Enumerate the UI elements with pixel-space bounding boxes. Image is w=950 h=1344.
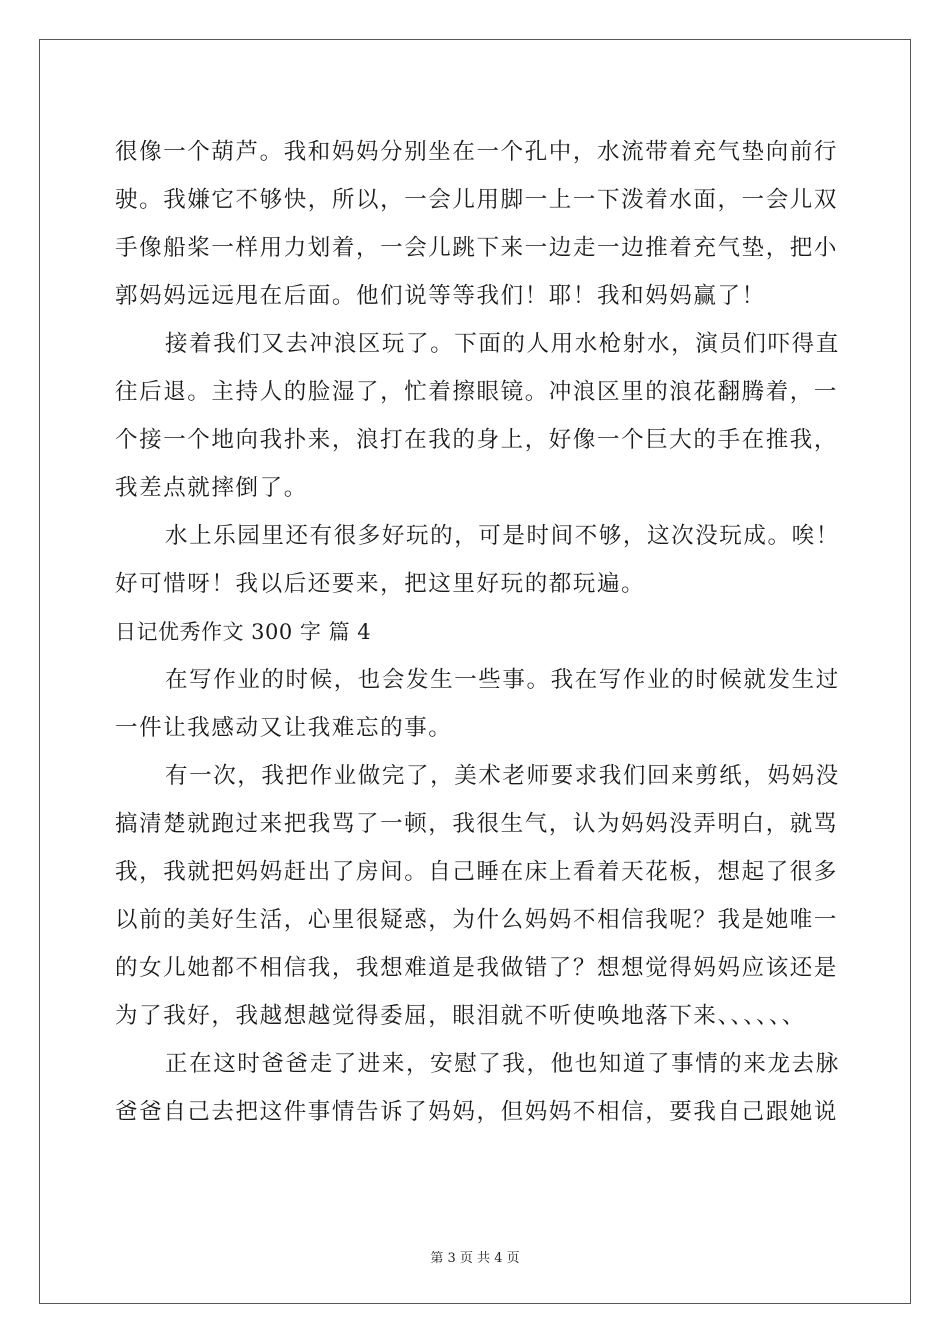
body-line: 好可惜呀！我以后还要来，把这里好玩的都玩遍。: [115, 571, 646, 597]
body-line: 手像船桨一样用力划着，一会儿跳下来一边走一边推着充气垫，把小: [115, 235, 839, 261]
body-line: 郭妈妈远远甩在后面。他们说等等我们！耶！我和妈妈赢了！: [115, 283, 766, 309]
section-heading: 日记优秀作文 300 字 篇 4: [115, 620, 372, 644]
body-line: 搞清楚就跑过来把我骂了一顿，我很生气，认为妈妈没弄明白，就骂: [115, 811, 839, 837]
body-line: 爸爸自己去把这件事情告诉了妈妈，但妈妈不相信，要我自己跟她说: [115, 1099, 839, 1125]
body-line: 以前的美好生活，心里很疑惑，为什么妈妈不相信我呢？我是她唯一: [115, 907, 839, 933]
body-line: 往后退。主持人的脸湿了，忙着擦眼镜。冲浪区里的浪花翻腾着，一: [115, 379, 839, 405]
body-line: 有一次，我把作业做完了，美术老师要求我们回来剪纸，妈妈没: [165, 763, 840, 789]
body-line: 为了我好，我越想越觉得委屈，眼泪就不听使唤地落下来、、、、、、: [115, 1003, 806, 1029]
body-line: 的女儿她都不相信我，我想难道是我做错了？想想觉得妈妈应该还是: [115, 955, 839, 981]
page-footer: 第 3 页 共 4 页: [430, 1251, 520, 1266]
body-line: 驶。我嫌它不够快，所以，一会儿用脚一上一下泼着水面，一会儿双: [115, 187, 839, 213]
body-line: 很像一个葫芦。我和妈妈分别坐在一个孔中，水流带着充气垫向前行: [115, 139, 839, 165]
body-line: 我差点就摔倒了。: [115, 475, 308, 501]
body-line: 水上乐园里还有很多好玩的，可是时间不够，这次没玩成。唉！: [165, 523, 840, 549]
body-line: 一件让我感动又让我难忘的事。: [115, 715, 453, 741]
body-line: 接着我们又去冲浪区玩了。下面的人用水枪射水，演员们吓得直: [165, 331, 840, 357]
body-line: 在写作业的时候，也会发生一些事。我在写作业的时候就发生过: [165, 667, 840, 693]
body-line: 正在这时爸爸走了进来，安慰了我，他也知道了事情的来龙去脉: [165, 1051, 840, 1077]
document-body: [115, 128, 855, 1136]
body-line: 我，我就把妈妈赶出了房间。自己睡在床上看着天花板，想起了很多: [115, 859, 839, 885]
body-line: 个接一个地向我扑来，浪打在我的身上，好像一个巨大的手在推我，: [115, 427, 839, 453]
